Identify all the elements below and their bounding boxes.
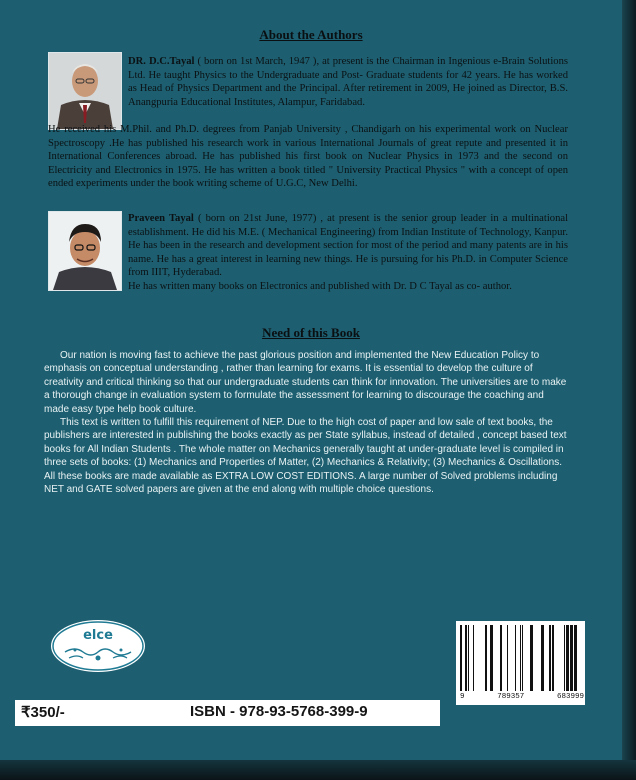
price-label: ₹350/- — [21, 704, 65, 721]
publisher-logo — [51, 620, 145, 672]
barcode-digits — [460, 693, 584, 701]
bottom-edge-shadow — [0, 760, 636, 780]
barcode-bars — [456, 621, 585, 693]
author1-name: DR. D.C.Tayal — [128, 56, 195, 67]
barcode-bar — [515, 625, 516, 691]
author1-bio: He received his M.Phil. and Ph.D. degrees from Panjab University , Chandigarh on his experimental work on Nuclear Spectroscopy .He has published his research work in various International Journals of great repute and presented it in International Conferences abroad. He has published his first book on Nuclear Physics in 1973 and the second on Electricity and Electronics in 1975. He has written a book titled " University Practical Physics " with a concept of open ended experiments under the book writing scheme of U.G.C, New Delhi. — [48, 124, 568, 190]
price-isbn-strip — [15, 700, 440, 726]
barcode-bar — [485, 625, 487, 691]
author2-photo — [48, 211, 122, 291]
need-text — [44, 349, 570, 496]
author2-name: Praveen Tayal — [128, 213, 194, 224]
need-heading: Need of this Book — [262, 325, 360, 340]
author1-photo — [48, 52, 122, 130]
need-paragraph-2: This text is written to fulfill this requirement of NEP. Due to the high cost of paper and low sale of text books, the publishers are interested in publishing the books exactly as per State syllabus, instead of detailed , concept based text books for All Indian Students . The whole matter on Mechanics generally taught at under-graduate level is compiled in three sets of books: (1) Mechanics and Properties of Matter, (2) Mechanics & Relativity; (3) Mechanics & Oscillations. All these books are made available as EXTRA LOW COST EDITIONS. A large number of Solved problems including NET and GATE solved papers are given at the end along with multiple choice questions. — [44, 417, 567, 496]
author2-bio: He has written many books on Electronics and published with Dr. D C Tayal as co- author. — [128, 281, 512, 292]
barcode-bar — [507, 625, 508, 691]
barcode-digit-group-2: 683999 — [556, 693, 584, 701]
barcode-bar — [564, 625, 565, 691]
barcode-bar — [522, 625, 523, 691]
barcode-bar — [574, 625, 577, 691]
author1-intro-text: ( born on 1st March, 1947 ), at present is the Chairman in Ingenious e-Brain Solutions Ltd. He taught Physics to the Undergraduate and Post- Graduate students for 42 years. He has worked as Head of Physics Department and the Principal. After retirement in 2009, He joined as Director, B.S. Anangpuria Educational Institutes, Alampur, Faridabad. — [128, 56, 568, 108]
cover-edge-shadow — [622, 0, 636, 780]
barcode-bar — [490, 625, 493, 691]
about-authors-heading: About the Authors — [259, 27, 363, 42]
barcode-bar — [465, 625, 467, 691]
barcode-bar — [473, 625, 474, 691]
barcode-bar — [570, 625, 573, 691]
author2-intro-text: ( born on 21st June, 1977) , at present is the senior group leader in a multinational establishment. He did his M.E. ( Mechanical Engineering) from Indian Institute of Technology, Kanpur. He has been in the research and development section for most of the period and many patents are in his name. He has a great interest in learning new things. He is pursuing for his Ph.D. in Computer Science from IIIT, Hyderabad. — [128, 213, 569, 279]
barcode — [456, 621, 585, 705]
barcode-bar — [468, 625, 469, 691]
isbn-label: ISBN - 978-93-5768-399-9 — [190, 703, 368, 720]
barcode-bar — [530, 625, 533, 691]
barcode-bar — [541, 625, 544, 691]
author2-intro — [128, 212, 568, 280]
barcode-digit-prefix: 9 — [460, 693, 465, 701]
barcode-bar — [500, 625, 502, 691]
barcode-digit-group-1: 789357 — [497, 693, 525, 701]
barcode-bar — [549, 625, 551, 691]
barcode-bar — [552, 625, 554, 691]
author1-intro — [128, 55, 568, 109]
barcode-bar — [460, 625, 462, 691]
logo-text: elce — [83, 628, 113, 643]
need-paragraph-1: Our nation is moving fast to achieve the past glorious position and implemented the New Education Policy to emphasis on conceptual understanding , rather than learning for exams. It is essential to develop the culture of creativity and critical thinking so that our undergraduate students can think for innovation. The universities are to make a thorough change in evaluation system to formulate the assessment for learning to discourage the coaching and made easy type help book culture. — [44, 350, 567, 415]
barcode-bar — [520, 625, 521, 691]
barcode-bar — [566, 625, 569, 691]
